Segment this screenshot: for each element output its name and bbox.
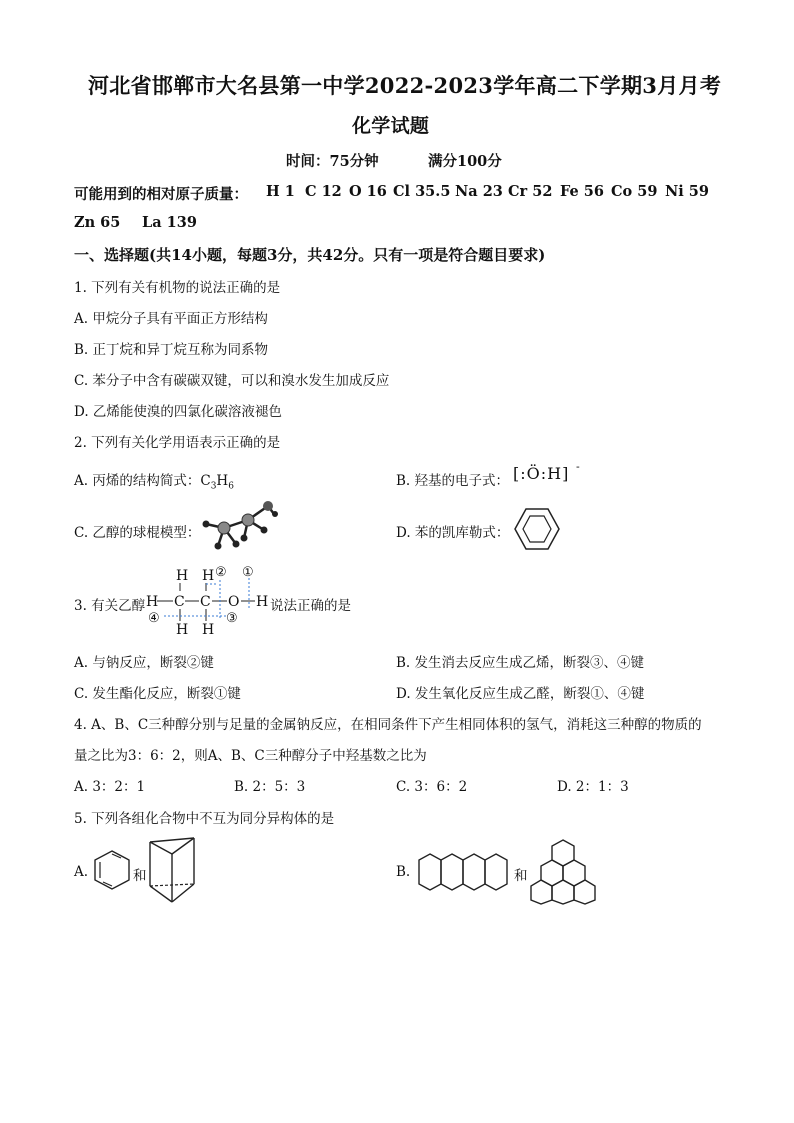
q3-option-c: C. 发生酯化反应，断裂①键: [74, 686, 241, 702]
hydroxyl-electron-formula: [:Ö:H]: [513, 464, 570, 483]
q5-stem: 5. 下列各组化合物中不互为同分异构体的是: [74, 811, 335, 827]
q5-and-a: 和: [133, 868, 147, 884]
q3-option-d: D. 发生氧化反应生成乙醛，断裂①、④键: [396, 686, 645, 702]
q3-stem-suffix: 说法正确的是: [270, 598, 351, 614]
tetracene-icon: [418, 853, 514, 891]
atomic-mass-cl: Cl 35.5: [393, 183, 451, 200]
q5-and-b: 和: [514, 868, 528, 884]
svg-text:H: H: [146, 594, 159, 610]
atomic-mass-na: Na 23: [455, 183, 503, 200]
q1-stem: 1. 下列有关有机物的说法正确的是: [74, 280, 281, 296]
atomic-mass-fe: Fe 56: [560, 183, 604, 200]
q2-option-c: C. 乙醇的球棍模型：: [74, 525, 201, 541]
section-heading: 一、选择题(共14小题，每题3分，共42分。只有一项是符合题目要求): [74, 246, 546, 264]
q2-formula-c: C: [200, 473, 211, 489]
q5-option-b-label: B.: [396, 864, 411, 880]
q2-option-a-label: A. 丙烯的结构简式：: [74, 473, 201, 489]
q2-formula-sub6: 6: [228, 481, 234, 492]
svg-text:③: ③: [226, 611, 238, 626]
atomic-mass-zn: Zn 65: [74, 214, 121, 231]
q1-option-b: B. 正丁烷和异丁烷互称为同系物: [74, 342, 269, 358]
q2-option-b: B. 羟基的电子式：: [396, 473, 510, 489]
q2-option-a: [74, 469, 234, 492]
page-subtitle: 化学试题: [352, 115, 430, 137]
svg-text:④: ④: [148, 611, 160, 626]
exam-score: 满分100分: [428, 153, 502, 170]
hydroxyl-charge: -: [576, 460, 580, 473]
q4-option-b: B. 2：5：3: [234, 779, 306, 795]
atomic-mass-co: Co 59: [611, 183, 658, 200]
q5-option-a-label: A.: [74, 864, 89, 880]
benzene-ring-icon: [94, 850, 130, 890]
svg-text:H: H: [202, 568, 215, 584]
atomic-mass-cr: Cr 52: [508, 183, 553, 200]
q2-option-d: D. 苯的凯库勒式：: [396, 525, 510, 541]
q1-option-a: A. 甲烷分子具有平面正方形结构: [74, 311, 268, 327]
svg-text:②: ②: [215, 565, 227, 580]
q4-option-c: C. 3：6：2: [396, 779, 468, 795]
q4-option-a: A. 3：2：1: [74, 779, 146, 795]
exam-time: 时间：75分钟: [286, 153, 379, 170]
atomic-masses-label: 可能用到的相对原子质量：: [74, 186, 248, 203]
pyrene-like-icon: [530, 838, 596, 904]
q2-stem: 2. 下列有关化学用语表示正确的是: [74, 435, 281, 451]
svg-text:O: O: [228, 594, 240, 610]
prismane-icon: [148, 836, 196, 904]
q3-option-a: A. 与钠反应，断裂②键: [74, 655, 214, 671]
svg-text:C: C: [174, 594, 185, 610]
q1-option-c: C. 苯分子中含有碳碳双键，可以和溴水发生加成反应: [74, 373, 390, 389]
ethanol-ball-stick-icon: [198, 500, 278, 552]
atomic-mass-c: C 12: [305, 183, 342, 200]
q2-formula-sub3: 3: [210, 481, 217, 492]
q4-stem-line1: 4. A、B、C三种醇分别与足量的金属钠反应，在相同条件下产生相同体积的氢气，消耗这三种醇的物质的: [74, 717, 702, 733]
atomic-mass-o: O 16: [349, 183, 387, 200]
atomic-mass-ni: Ni 59: [665, 183, 709, 200]
svg-text:H: H: [202, 622, 215, 638]
svg-text:①: ①: [242, 565, 254, 580]
q1-option-d: D. 乙烯能使溴的四氯化碳溶液褪色: [74, 404, 282, 420]
q3-option-b: B. 发生消去反应生成乙烯，断裂③、④键: [396, 655, 645, 671]
ethanol-structure-diagram: [144, 560, 274, 640]
svg-text:H: H: [176, 622, 189, 638]
q4-stem-line2: 量之比为3：6：2，则A、B、C三种醇分子中羟基数之比为: [74, 748, 427, 764]
page-title: 河北省邯郸市大名县第一中学2022-2023学年高二下学期3月月考: [88, 73, 722, 98]
q3-stem-prefix: 3. 有关乙醇: [74, 598, 146, 614]
svg-text:H: H: [176, 568, 189, 584]
svg-text:H: H: [256, 594, 269, 610]
atomic-mass-la: La 139: [142, 214, 197, 231]
q4-option-d: D. 2：1：3: [557, 779, 629, 795]
svg-text:C: C: [200, 594, 211, 610]
benzene-kekule-icon: [514, 507, 560, 551]
atomic-mass-h: H 1: [266, 183, 295, 200]
q2-formula-h: H: [216, 473, 229, 489]
